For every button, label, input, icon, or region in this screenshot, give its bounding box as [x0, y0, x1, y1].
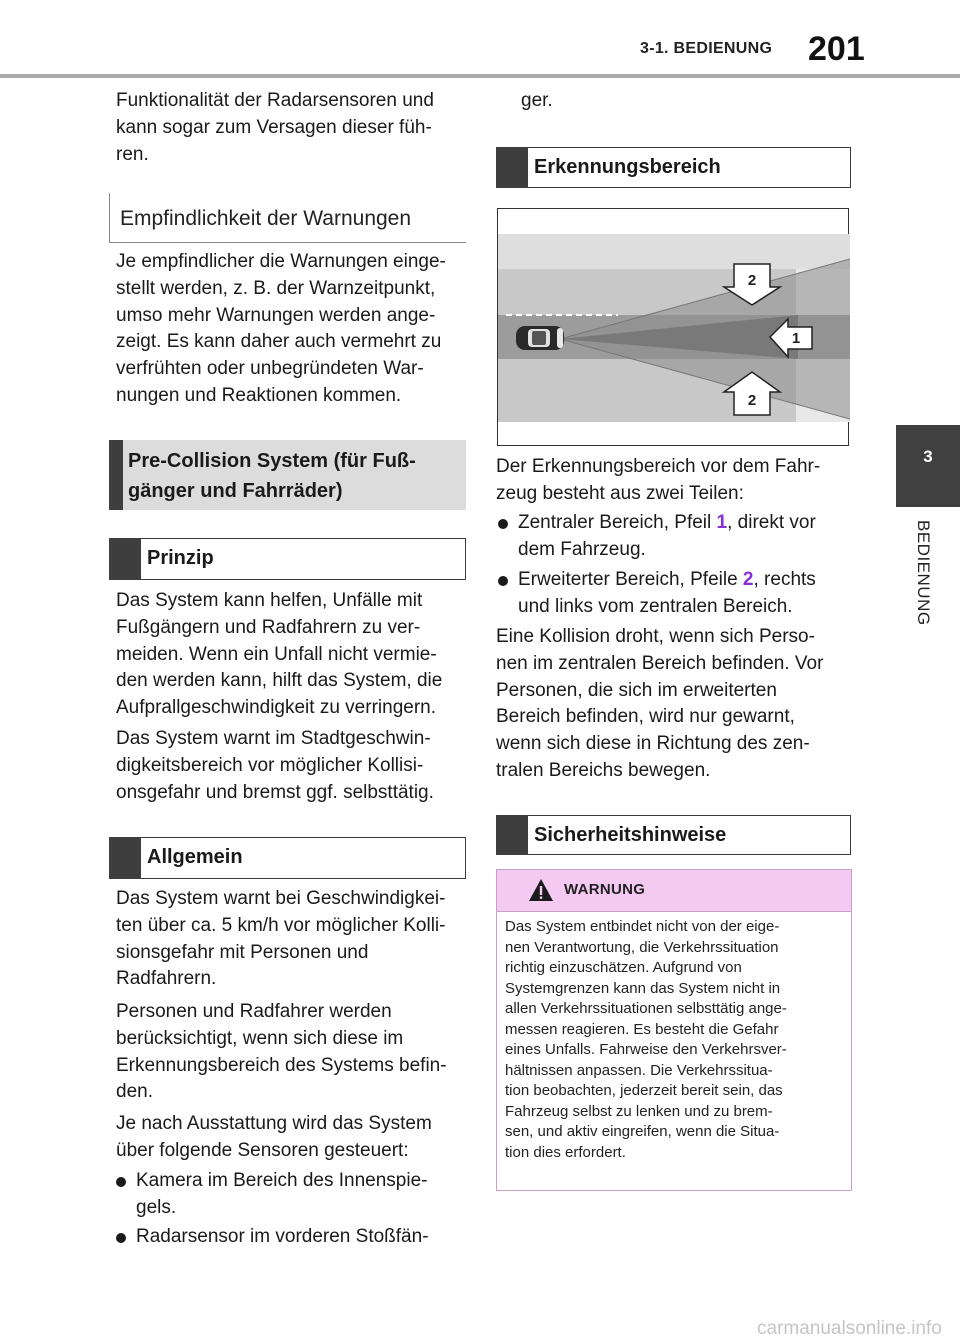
text-line: Das System warnt bei Geschwindigkei-	[116, 888, 446, 909]
text-line: kann sogar zum Versagen dieser füh-	[116, 116, 432, 138]
heading-text: Prinzip	[147, 547, 214, 569]
heading-text: Sicherheitshinweise	[534, 824, 727, 846]
section-title: 3-1. BEDIENUNG	[640, 40, 773, 57]
collision-paragraph	[496, 624, 852, 785]
text-line: richtig einzuschätzen. Aufgrund von	[505, 959, 742, 976]
precollision-heading	[109, 440, 466, 510]
list-item	[116, 1224, 466, 1251]
text-line: verfrühten oder unbegründeten War-	[116, 358, 424, 380]
page-number: 201	[808, 30, 865, 68]
text-line: tion beobachten, jederzeit bereit sein, das	[505, 1082, 783, 1099]
text-line: Bereich befinden, wird nur gewarnt,	[496, 706, 795, 728]
principle-paragraph-2	[116, 726, 466, 806]
watermark[interactable]: carmanualsonline.info	[757, 1318, 942, 1339]
text-line: Systemgrenzen kann das System nicht in	[505, 979, 781, 997]
warning-box	[496, 869, 852, 1191]
arrow-label: 1	[791, 330, 801, 347]
text-line: hältnissen anpassen. Die Verkehrssitua-	[505, 1061, 773, 1079]
detection-intro	[496, 454, 852, 508]
text-line: eines Unfalls. Fahrweise den Verkehrsver-	[505, 1041, 787, 1058]
text-line: stellt werden, z. B. der Warnzeitpunkt,	[116, 277, 436, 299]
heading-bar	[109, 837, 141, 879]
warning-divider	[497, 911, 851, 912]
text-line: Je empfindlicher die Warnungen einge-	[116, 251, 446, 272]
list-item	[498, 510, 852, 564]
arrow-ref: 2	[742, 569, 754, 590]
detection-heading	[496, 147, 851, 188]
list-item	[498, 567, 852, 621]
text-line: nen Verantwortung, die Verkehrssituation	[505, 938, 779, 956]
text-line: digkeitsbereich vor möglicher Kollisi-	[116, 754, 424, 776]
text-line: Personen und Radfahrer werden	[116, 1001, 392, 1022]
warning-label: WARNUNG	[564, 881, 646, 898]
bullet-dot	[498, 576, 508, 586]
text-line: Erweiterter Bereich, Pfeile 2, rechts	[518, 569, 816, 590]
heading-line: Pre-Collision System (für Fuß-	[128, 450, 416, 472]
text-line: allen Verkehrssituationen selbsttätig ange-	[505, 1000, 787, 1017]
text-line: über folgende Sensoren gesteuert:	[116, 1139, 409, 1161]
arrow-label: 2	[747, 392, 757, 409]
text-line: Das System kann helfen, Unfälle mit	[116, 590, 423, 611]
text-line: nungen und Reaktionen kommen.	[116, 384, 402, 406]
heading-text: Erkennungsbereich	[534, 156, 721, 178]
text-line: Das System warnt im Stadtgeschwin-	[116, 728, 431, 749]
heading-bar	[109, 440, 123, 510]
text-line: umso mehr Warnungen werden ange-	[116, 304, 436, 326]
header-divider	[0, 74, 960, 78]
arrow-label: 2	[747, 272, 757, 289]
principle-heading	[109, 538, 466, 580]
text-line: Fahrzeug selbst zu lenken und zu brem-	[505, 1102, 773, 1120]
general-paragraph-2	[116, 999, 466, 1106]
list-item	[116, 1168, 466, 1222]
text-line: sionsgefahr mit Personen und	[116, 941, 369, 963]
principle-paragraph-1	[116, 588, 466, 722]
bullet-dot	[116, 1177, 126, 1187]
text-line: Radarsensor im vorderen Stoßfän-	[136, 1226, 429, 1247]
warning-text	[505, 917, 845, 1163]
text-line: dem Fahrzeug.	[518, 538, 646, 560]
text-line: Kamera im Bereich des Innenspie-	[136, 1170, 428, 1191]
text-line: sen, und aktiv eingreifen, wenn die Situa-	[505, 1123, 780, 1140]
text-line: berücksichtigt, wenn sich diese im	[116, 1027, 404, 1049]
text-line: Der Erkennungsbereich vor dem Fahr-	[496, 456, 821, 477]
text-line: tion dies erfordert.	[505, 1143, 626, 1161]
safety-heading	[496, 815, 851, 855]
text-line: Radfahrern.	[116, 968, 217, 990]
text-line: wenn sich diese in Richtung des zen-	[496, 733, 810, 755]
text-line: tralen Bereichs bewegen.	[496, 759, 711, 781]
text-line: Fußgängern und Radfahrern zu ver-	[116, 616, 421, 638]
bullet-dot	[116, 1233, 126, 1243]
general-heading	[109, 837, 466, 879]
text-line: Je nach Ausstattung wird das System	[116, 1113, 432, 1134]
text-line: zeug besteht aus zwei Teilen:	[496, 482, 744, 504]
chapter-tab[interactable]	[896, 425, 960, 507]
text-line: Erkennungsbereich des Systems befin-	[116, 1054, 447, 1076]
text-line: den werden kann, hilft das System, die	[116, 670, 443, 692]
chapter-number: 3	[923, 447, 933, 466]
intro-paragraph	[116, 88, 466, 168]
text-line: Zentraler Bereich, Pfeil 1, direkt vor	[518, 512, 816, 533]
general-paragraph-3	[116, 1111, 466, 1165]
sensitivity-paragraph	[116, 249, 466, 410]
detection-diagram	[498, 209, 850, 447]
text-line: und links vom zentralen Bereich.	[518, 595, 793, 617]
heading-bar	[496, 815, 528, 855]
heading-line: gänger und Fahrräder)	[128, 480, 343, 502]
bullet-dot	[498, 519, 508, 529]
text-line: meiden. Wenn ein Unfall nicht vermie-	[116, 643, 437, 665]
heading-text: Allgemein	[147, 846, 243, 868]
warning-header	[497, 870, 851, 911]
text-line: ten über ca. 5 km/h vor möglicher Kolli-	[116, 914, 446, 936]
text-line: ren.	[116, 143, 149, 165]
text-line: onsgefahr und bremst ggf. selbsttätig.	[116, 781, 434, 803]
detection-range-figure	[497, 208, 849, 446]
sensitivity-heading: Empfindlichkeit der Warnungen	[109, 193, 466, 243]
text-line: Personen, die sich im erweiterten	[496, 679, 777, 701]
general-paragraph-1	[116, 886, 466, 993]
car-icon	[516, 326, 564, 350]
continuation-text: ger.	[521, 90, 553, 111]
text-line: zeigt. Es kann daher auch vermehrt zu	[116, 331, 442, 353]
text-line: Funktionalität der Radarsensoren und	[116, 90, 434, 111]
text-line: nen im zentralen Bereich befinden. Vor	[496, 652, 824, 674]
heading-bar	[496, 147, 528, 188]
lane-top	[498, 234, 850, 269]
text-line: den.	[116, 1081, 153, 1103]
warning-triangle-icon	[528, 878, 554, 902]
text-line: messen reagieren. Es besteht die Gefahr	[505, 1020, 779, 1038]
text-line: gels.	[136, 1196, 177, 1218]
arrow-ref: 1	[716, 512, 728, 533]
chapter-label: BEDIENUNG	[914, 520, 933, 626]
text-line: Aufprallgeschwindigkeit zu verringern.	[116, 697, 436, 719]
text-line: Eine Kollision droht, wenn sich Perso-	[496, 626, 815, 647]
heading-bar	[109, 538, 141, 580]
text-line: Das System entbindet nicht von der eige-	[505, 918, 780, 935]
